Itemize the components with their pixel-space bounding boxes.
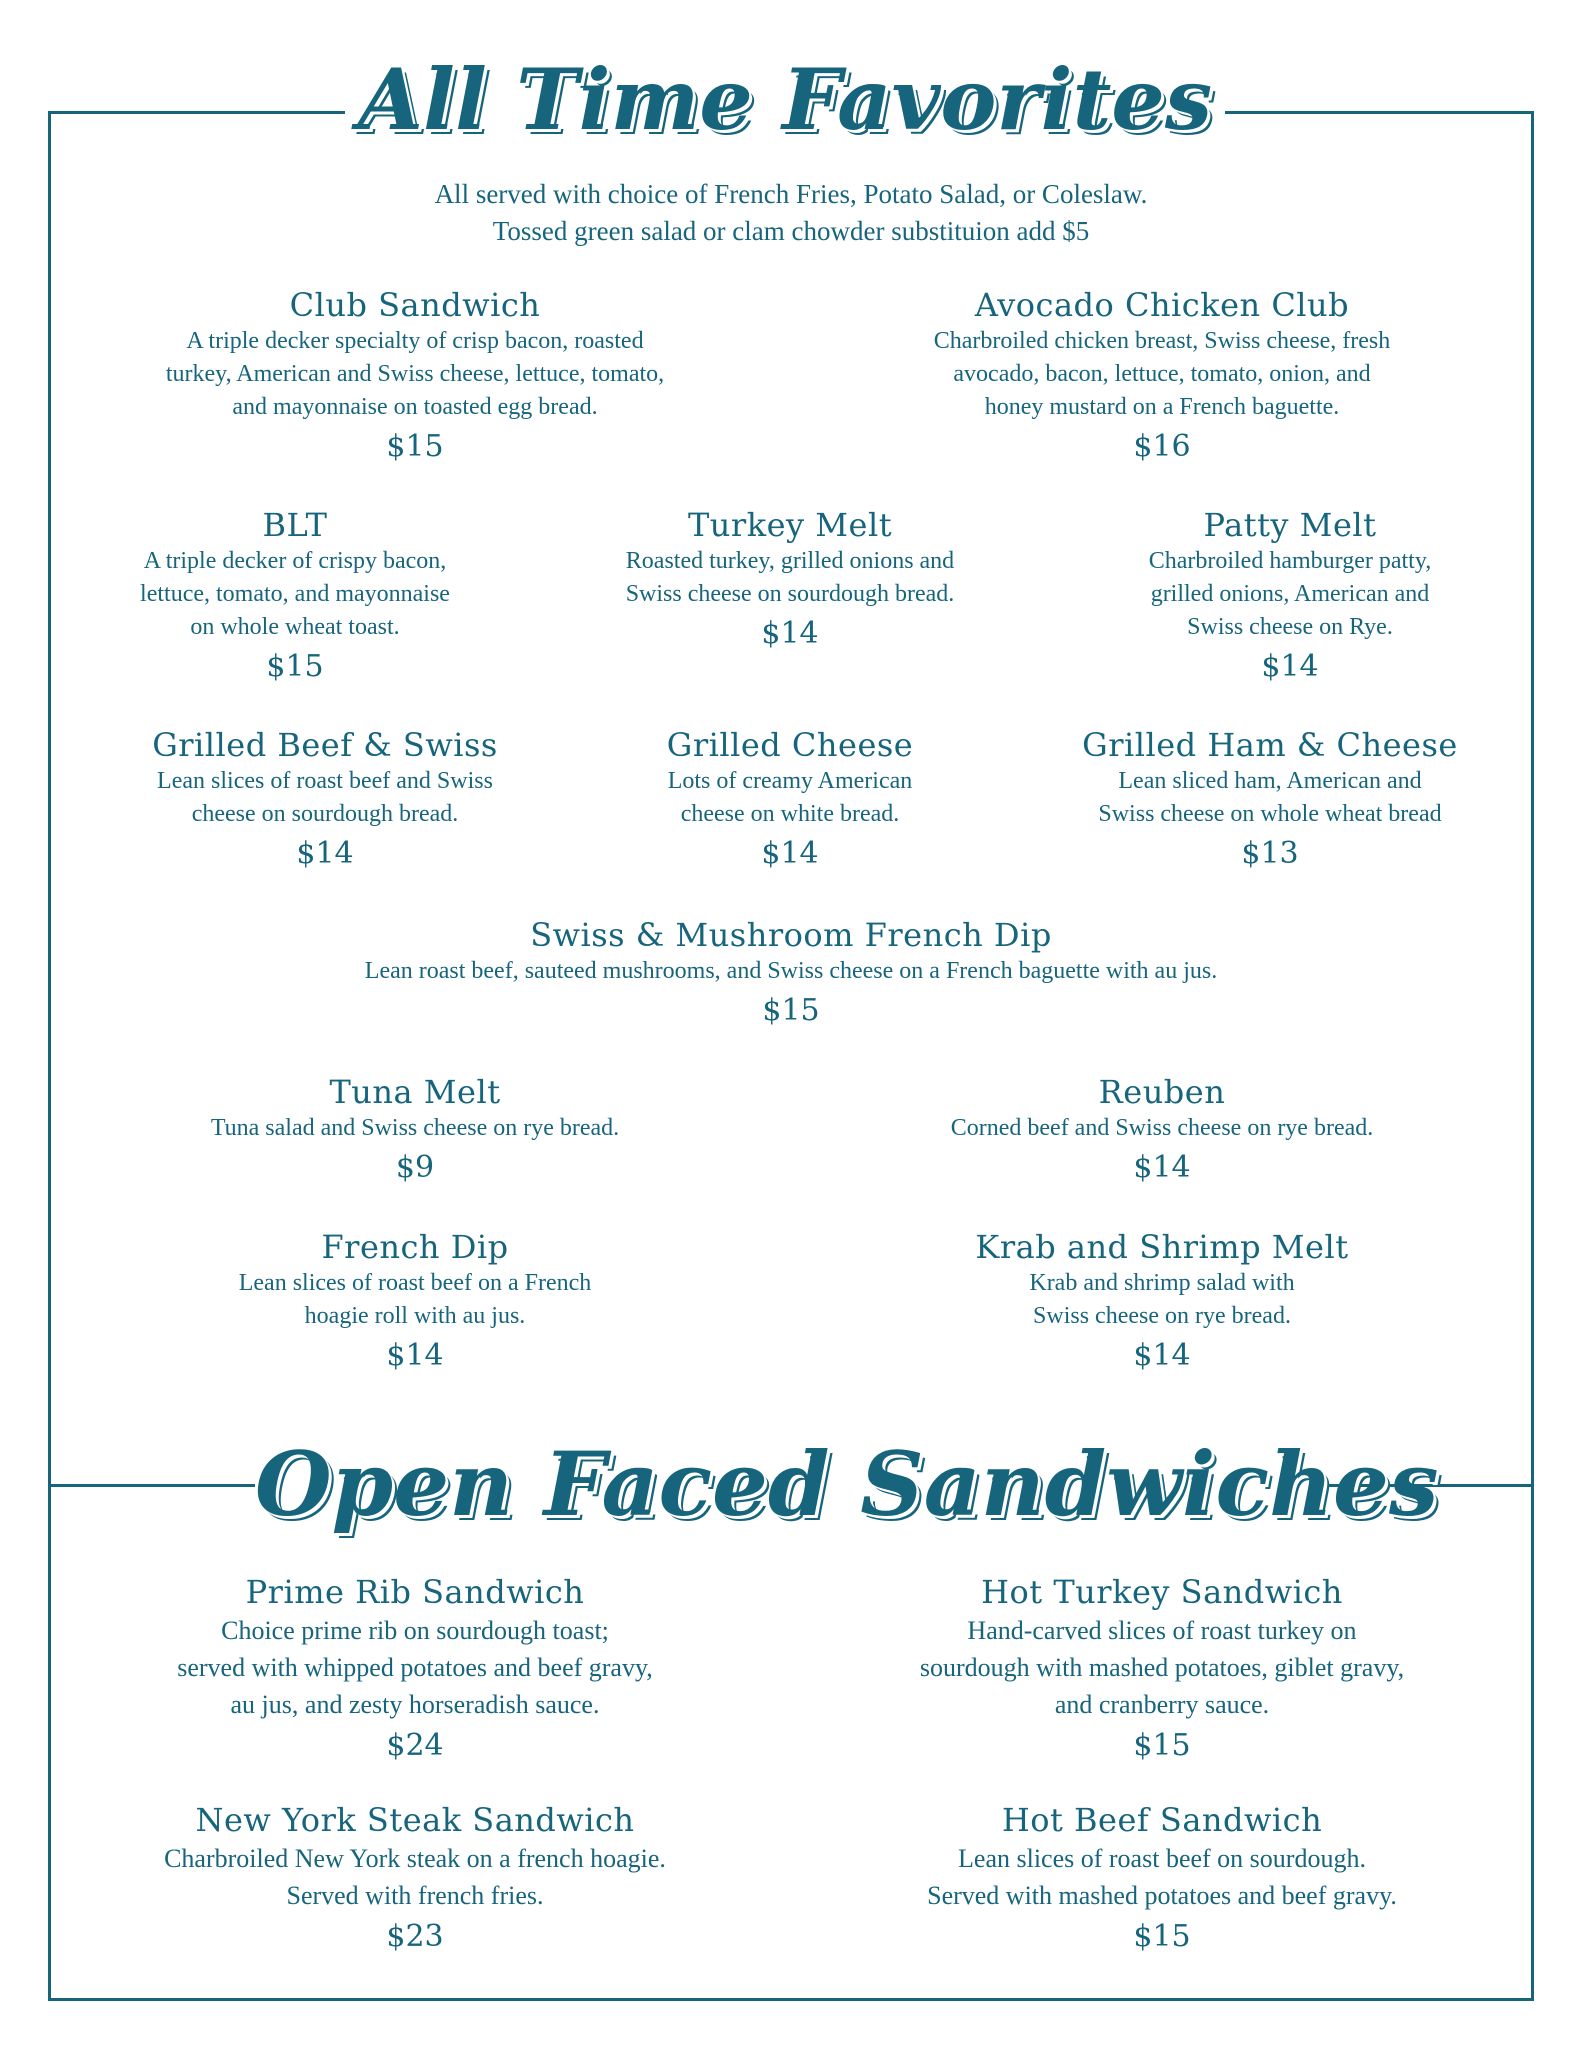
item-price: $16 xyxy=(1133,429,1191,464)
desc-line: hoagie roll with au jus. xyxy=(304,1303,526,1329)
desc-line: Swiss cheese on whole wheat bread xyxy=(1098,801,1442,827)
item-price: $14 xyxy=(386,1338,444,1373)
item-price: $24 xyxy=(386,1728,444,1763)
desc-line: sourdough with mashed potatoes, giblet gravy, xyxy=(919,1653,1405,1682)
item-name: Reuben xyxy=(1098,1073,1226,1111)
menu-item-hot-turkey-sandwich xyxy=(862,1572,1462,1769)
menu-item-krab-shrimp-melt xyxy=(862,1227,1462,1379)
desc-line: Tuna salad and Swiss cheese on rye bread. xyxy=(210,1115,620,1141)
item-description xyxy=(115,1840,715,1914)
item-description xyxy=(862,1112,1462,1145)
item-price: $13 xyxy=(1241,836,1299,871)
item-name: Swiss & Mushroom French Dip xyxy=(530,916,1052,954)
desc-line: avocado, bacon, lettuce, tomato, onion, and xyxy=(953,361,1371,387)
item-description xyxy=(570,545,1010,611)
menu-item-grilled-ham-cheese xyxy=(1040,725,1500,877)
item-name: Club Sandwich xyxy=(289,286,541,324)
menu-item-turkey-melt xyxy=(570,505,1010,657)
menu-item-new-york-steak-sandwich xyxy=(115,1800,715,1960)
desc-line: Lean slices of roast beef and Swiss xyxy=(157,768,493,794)
desc-line: grilled onions, American and xyxy=(1150,581,1430,607)
desc-line: Choice prime rib on sourdough toast; xyxy=(221,1616,609,1645)
menu-item-patty-melt xyxy=(1080,505,1500,690)
desc-line: cheese on white bread. xyxy=(680,801,900,827)
item-price: $23 xyxy=(386,1919,444,1954)
desc-line: and mayonnaise on toasted egg bread. xyxy=(232,394,598,420)
item-price: $14 xyxy=(761,616,819,651)
desc-line: cheese on sourdough bread. xyxy=(191,801,459,827)
item-description xyxy=(862,325,1462,424)
item-description xyxy=(115,1267,715,1333)
menu-item-prime-rib-sandwich xyxy=(115,1572,715,1769)
item-name: Avocado Chicken Club xyxy=(974,286,1350,324)
item-price: $9 xyxy=(395,1150,435,1185)
desc-line: Lean roast beef, sauteed mushrooms, and Swiss cheese on a French baguette with au jus. xyxy=(364,958,1218,984)
menu-item-reuben xyxy=(862,1072,1462,1191)
desc-line: A triple decker specialty of crisp bacon, roasted xyxy=(186,328,644,354)
item-price: $14 xyxy=(761,836,819,871)
item-name: Hot Turkey Sandwich xyxy=(981,1573,1343,1611)
desc-line: Served with french fries. xyxy=(286,1881,544,1910)
desc-line: and cranberry sauce. xyxy=(1054,1690,1270,1719)
menu-item-french-dip xyxy=(115,1227,715,1379)
menu-item-grilled-cheese xyxy=(570,725,1010,877)
item-price: $14 xyxy=(1133,1338,1191,1373)
item-description xyxy=(862,1612,1462,1723)
item-description xyxy=(115,325,715,424)
desc-line: Roasted turkey, grilled onions and xyxy=(625,548,955,574)
desc-line: Charbroiled hamburger patty, xyxy=(1148,548,1432,574)
item-price: $15 xyxy=(1133,1919,1191,1954)
intro-line: Tossed green salad or clam chowder substituion add $5 xyxy=(492,216,1090,246)
item-description xyxy=(1040,765,1500,831)
item-description xyxy=(862,1840,1462,1914)
desc-line: Swiss cheese on Rye. xyxy=(1187,614,1393,640)
section-title-open-faced-sandwiches: Open Faced Sandwiches xyxy=(255,1432,1439,1536)
desc-line: turkey, American and Swiss cheese, lettuce, tomato, xyxy=(165,361,665,387)
item-price: $15 xyxy=(266,649,324,684)
item-description xyxy=(570,765,1010,831)
item-name: Tuna Melt xyxy=(329,1073,501,1111)
desc-line: served with whipped potatoes and beef gravy, xyxy=(177,1653,653,1682)
item-name: Grilled Beef & Swiss xyxy=(152,726,498,764)
item-name: Grilled Cheese xyxy=(666,726,914,764)
item-name: BLT xyxy=(262,506,328,544)
desc-line: Charbroiled New York steak on a french hoagie. xyxy=(164,1844,666,1873)
desc-line: au jus, and zesty horseradish sauce. xyxy=(230,1690,600,1719)
menu-item-blt xyxy=(95,505,495,690)
item-name: Grilled Ham & Cheese xyxy=(1082,726,1458,764)
desc-line: Hand-carved slices of roast turkey on xyxy=(967,1616,1357,1645)
desc-line: Krab and shrimp salad with xyxy=(1029,1270,1295,1296)
desc-line: Corned beef and Swiss cheese on rye bread. xyxy=(950,1115,1374,1141)
item-name: Patty Melt xyxy=(1203,506,1377,544)
item-name: Krab and Shrimp Melt xyxy=(975,1228,1349,1266)
desc-line: Lean slices of roast beef on a French xyxy=(238,1270,592,1296)
item-description xyxy=(100,765,550,831)
desc-line: lettuce, tomato, and mayonnaise xyxy=(140,581,450,607)
item-description xyxy=(95,545,495,644)
section-intro xyxy=(250,176,1332,250)
desc-line: Swiss cheese on rye bread. xyxy=(1033,1303,1291,1329)
menu-item-grilled-beef-swiss xyxy=(100,725,550,877)
item-price: $15 xyxy=(386,429,444,464)
desc-line: honey mustard on a French baguette. xyxy=(984,394,1340,420)
desc-line: Served with mashed potatoes and beef gravy. xyxy=(927,1881,1397,1910)
item-description xyxy=(115,1612,715,1723)
desc-line: Lean slices of roast beef on sourdough. xyxy=(958,1844,1366,1873)
menu-item-avocado-chicken-club xyxy=(862,285,1462,470)
item-description xyxy=(115,1112,715,1145)
item-description xyxy=(200,955,1382,988)
item-name: Turkey Melt xyxy=(687,506,893,544)
desc-line: Charbroiled chicken breast, Swiss cheese, fresh xyxy=(933,328,1391,354)
desc-line: Swiss cheese on sourdough bread. xyxy=(625,581,955,607)
item-description xyxy=(1080,545,1500,644)
desc-line: Lean sliced ham, American and xyxy=(1118,768,1422,794)
menu-item-tuna-melt xyxy=(115,1072,715,1191)
intro-line: All served with choice of French Fries, Potato Salad, or Coleslaw. xyxy=(434,179,1148,209)
item-price: $15 xyxy=(1133,1728,1191,1763)
item-name: New York Steak Sandwich xyxy=(195,1801,635,1839)
item-name: French Dip xyxy=(321,1228,509,1266)
desc-line: A triple decker of crispy bacon, xyxy=(143,548,447,574)
section-title-all-time-favorites: All Time Favorites xyxy=(345,58,1225,150)
item-price: $14 xyxy=(1261,649,1319,684)
desc-line: on whole wheat toast. xyxy=(190,614,400,640)
item-name: Hot Beef Sandwich xyxy=(1001,1801,1323,1839)
item-price: $14 xyxy=(1133,1150,1191,1185)
item-price: $15 xyxy=(762,993,820,1028)
menu-item-swiss-mushroom-french-dip xyxy=(200,915,1382,1034)
desc-line: Lots of creamy American xyxy=(667,768,913,794)
menu-item-club-sandwich xyxy=(115,285,715,470)
item-price: $14 xyxy=(296,836,354,871)
menu-item-hot-beef-sandwich xyxy=(862,1800,1462,1960)
item-name: Prime Rib Sandwich xyxy=(245,1573,585,1611)
item-description xyxy=(862,1267,1462,1333)
